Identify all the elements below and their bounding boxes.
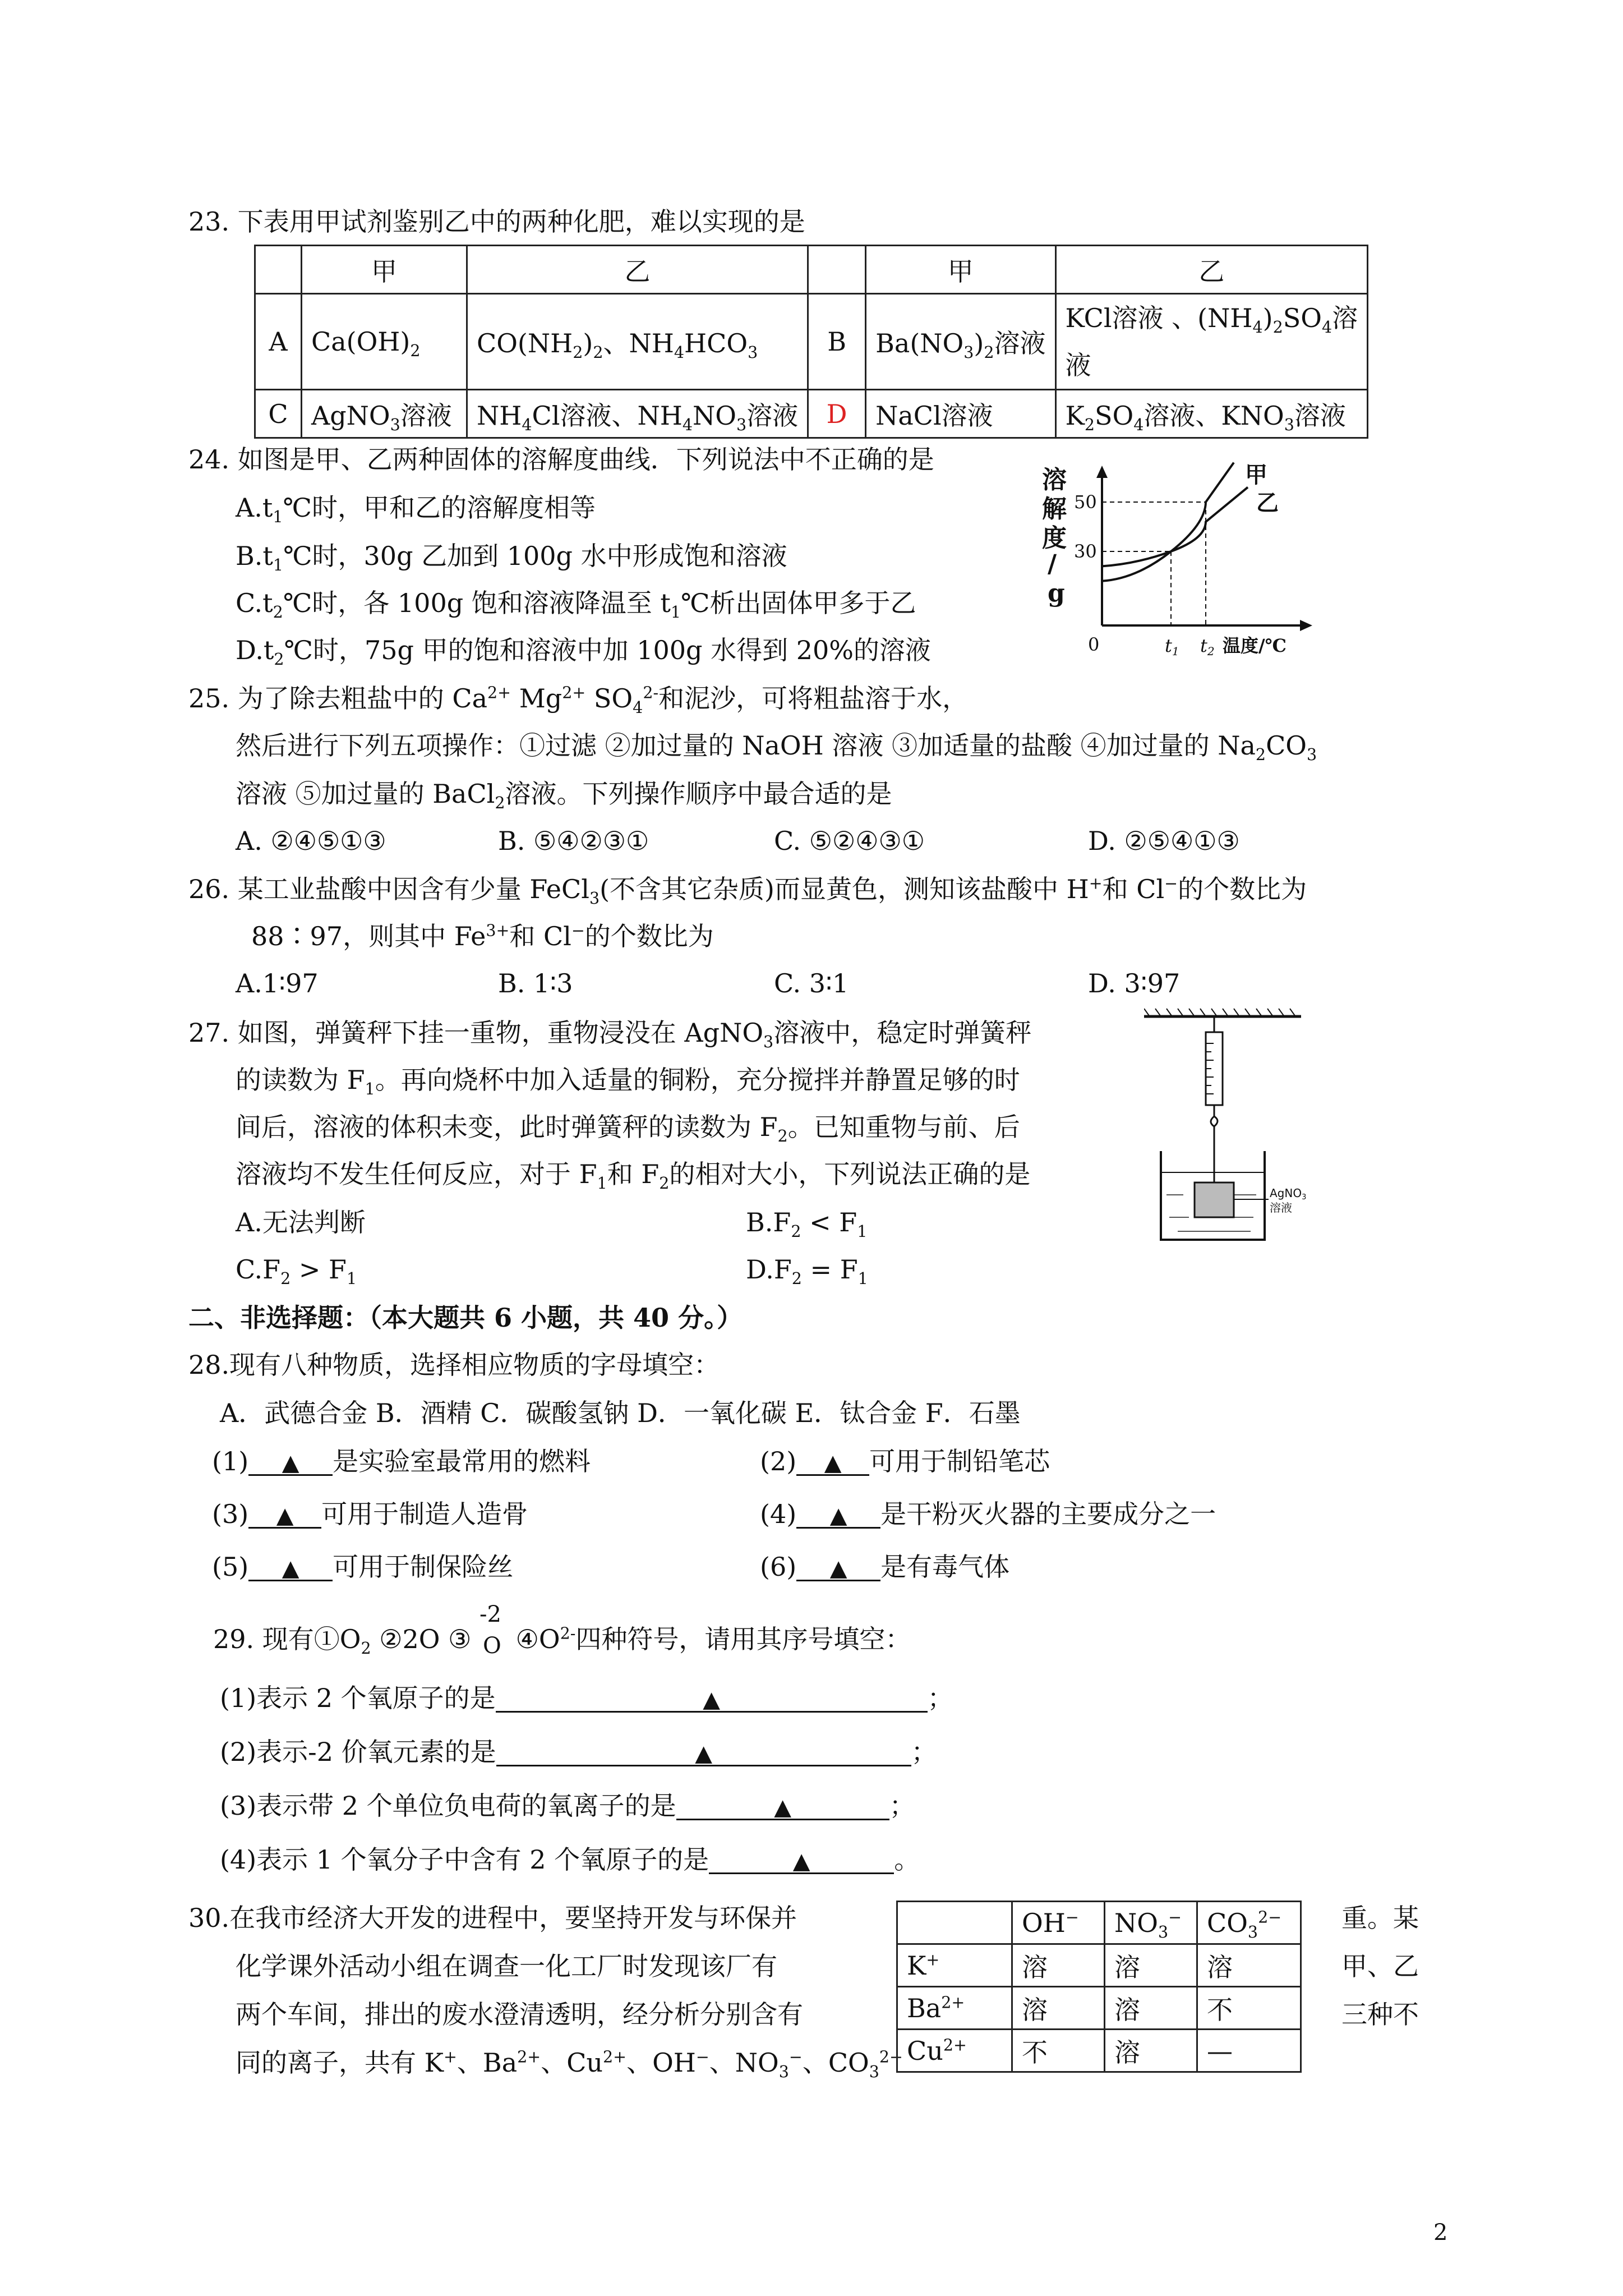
q27-option-a: A.无法判断	[236, 1207, 366, 1237]
q27-option-c: $C.F_2 > F_1$	[236, 1254, 357, 1289]
q27-line-4: 溶液均不发生任何反应，对于 $F_1$和 $F_2$的相对大小，下列说法正确的是	[236, 1159, 1031, 1193]
q23-stem: 23. 下表用甲试剂鉴别乙中的两种化肥，难以实现的是	[188, 206, 805, 237]
answer-blank[interactable]	[248, 1448, 333, 1476]
answer-blank[interactable]	[796, 1554, 880, 1581]
hook	[1211, 1116, 1218, 1126]
q30-line-1: 30.在我市经济大开发的进程中，要坚持开发与环保并	[188, 1903, 797, 1933]
q26-option-c: C. 3∶1	[774, 968, 849, 999]
q25-option-d: D. ②⑤④①③	[1088, 826, 1240, 856]
table-cell: A	[255, 294, 302, 390]
figure-label-agno3: AgNO$_3$	[1270, 1186, 1307, 1202]
q30-line-2: 化学课外活动小组在调查一化工厂时发现该厂有	[236, 1951, 777, 1981]
q27-option-b: $B.F_2 < F_1$	[746, 1207, 868, 1241]
q30-right-3: 三种不	[1341, 1999, 1419, 2030]
chart-series-yi	[1102, 487, 1248, 567]
triangle-icon: ▲	[824, 1450, 842, 1476]
triangle-icon: ▲	[829, 1556, 847, 1581]
triangle-icon: ▲	[276, 1503, 294, 1529]
q28-item-6: (6) ▲ 是有毒气体	[760, 1552, 1010, 1582]
q27-line-2: 的读数为 $F_1$。再向烧杯中加入适量的铜粉，充分搅拌并静置足够的时	[236, 1065, 1020, 1099]
table-header: $CO_3^{2-}$	[1197, 1902, 1301, 1944]
chart-ytick-label: 30	[1074, 541, 1097, 562]
table-cell	[897, 1902, 1012, 1944]
q24-option-a: $A.t_1℃$时，甲和乙的溶解度相等	[236, 493, 596, 527]
q25-option-c: C. ⑤②④③①	[774, 826, 925, 856]
table-header: 甲	[302, 246, 467, 294]
q30-line-4: 同的离子，共有 K+、$Ba^{2+}$、$Cu^{2+}$、OH−、$NO_3^-$、$CO_3^{2-}$	[236, 2047, 903, 2082]
answer-blank[interactable]	[248, 1501, 321, 1529]
answer-blank[interactable]	[248, 1554, 333, 1581]
table-cell: B	[808, 294, 866, 390]
table-cell: $Ba(NO_3)_2$溶液	[866, 294, 1055, 390]
chart-ylabel-char: 度	[1042, 524, 1067, 553]
table-cell: —	[1197, 2030, 1301, 2072]
q26-option-d: D. 3∶97	[1088, 968, 1181, 999]
q29-stem: 29. 现有$①O_2$ ②2O ③ -2 O $④O^{2-}$四种符号，请用其序号填空：	[213, 1602, 911, 1659]
chart-ylabel-char: /	[1048, 550, 1057, 578]
table-cell: C	[255, 390, 302, 438]
q27-line-3: 间后，溶液的体积未变，此时弹簧秤的读数为 $F_2$。已知重物与前、后	[236, 1112, 1020, 1146]
q28-stem: 28.现有八种物质，选择相应物质的字母填空：	[188, 1350, 720, 1380]
q23-table	[254, 245, 1368, 439]
answer-blank[interactable]	[796, 1448, 869, 1476]
table-cell: 溶	[1197, 1944, 1301, 1987]
q30-solubility-table	[896, 1901, 1302, 2073]
table-cell: KCl溶液 、$(NH_4)_2SO_4$溶 液	[1055, 294, 1368, 390]
table-header: 甲	[866, 246, 1055, 294]
table-cell	[808, 246, 866, 294]
chart-ylabel-char: g	[1048, 579, 1065, 608]
triangle-icon: ▲	[695, 1741, 712, 1766]
triangle-icon: ▲	[282, 1450, 299, 1476]
figure-label-solution: 溶液	[1270, 1201, 1292, 1214]
table-cell: 溶	[1012, 1944, 1105, 1987]
q29-item-1: (1)表示 2 个氧原子的是 ▲ ；	[220, 1683, 953, 1713]
table-cell: 不	[1197, 1987, 1301, 2030]
q29-item-4: (4)表示 1 个氧分子中含有 2 个氧原子的是 ▲ 。	[220, 1844, 920, 1875]
q28-item-4: (4) ▲ 是干粉灭火器的主要成分之一	[760, 1499, 1216, 1529]
q25-line-3: 溶液 ⑤加过量的 BaCl$_2$溶液。下列操作顺序中最合适的是	[236, 779, 892, 813]
table-cell: 溶	[1105, 2030, 1197, 2072]
q25-line-1: 25. 为了除去粗盐中的 $Ca^{2+}$ $Mg^{2+}$ $SO_4^{2-}$和泥沙，可将粗盐溶于水，	[188, 683, 969, 717]
table-cell: 溶	[1105, 1944, 1197, 1987]
q28-item-1: (1) ▲ 是实验室最常用的燃料	[212, 1446, 591, 1476]
page-number: 2	[1433, 2220, 1448, 2246]
q24-option-c: $C.t_2℃$时，各 100g 饱和溶液降温至 $t_1℃$析出固体甲多于乙	[236, 588, 916, 622]
q26-line-2: 88∶97，则其中 $Fe^{3+}$和 Cl−的个数比为	[251, 921, 714, 951]
table-cell	[255, 246, 302, 294]
triangle-icon: ▲	[774, 1795, 792, 1820]
table-cell: $NH_4Cl$溶液、$NH_4NO_3$溶液	[467, 390, 808, 438]
triangle-icon: ▲	[829, 1503, 847, 1529]
q30-line-3: 两个车间，排出的废水澄清透明，经分析分别含有	[236, 1999, 803, 2030]
answer-blank[interactable]	[496, 1739, 911, 1766]
table-cell: 不	[1012, 2030, 1105, 2072]
weight-object	[1195, 1182, 1234, 1217]
q29-item-2: (2)表示-2 价氧元素的是 ▲ ；	[220, 1737, 937, 1767]
table-cell: 溶	[1105, 1987, 1197, 2030]
q25-line-2: 然后进行下列五项操作：①过滤 ②加过量的 NaOH 溶液 ③加适量的盐酸 ④加过量的 $Na_2CO_3$	[236, 730, 1317, 765]
valence-symbol: -2 O	[479, 1602, 501, 1659]
triangle-icon: ▲	[792, 1848, 810, 1874]
answer-blank[interactable]	[676, 1793, 889, 1820]
table-cell: AgNO$_3$溶液	[302, 390, 467, 438]
table-header: 乙	[467, 246, 808, 294]
section-heading: 二、非选择题：（本大题共 6 小题，共 40 分。）	[188, 1303, 743, 1333]
chart-ylabel-char: 溶	[1042, 466, 1067, 494]
table-row-header: $Cu^{2+}$	[897, 2030, 1012, 2072]
table-row-header: $Ba^{2+}$	[897, 1987, 1012, 2030]
triangle-icon: ▲	[703, 1687, 721, 1713]
q24-stem: 24. 如图是甲、乙两种固体的溶解度曲线．下列说法中不正确的是	[188, 444, 934, 475]
q25-option-a: A. ②④⑤①③	[236, 826, 386, 856]
spring-scale-beaker-figure	[1144, 1004, 1312, 1251]
table-row-header: K+	[897, 1944, 1012, 1987]
table-header: $NO_3^-$	[1105, 1902, 1197, 1944]
table-cell: $CO(NH_2)_2$、$NH_4HCO_3$	[467, 294, 808, 390]
q28-item-5: (5) ▲ 可用于制保险丝	[212, 1552, 514, 1582]
triangle-icon: ▲	[282, 1556, 299, 1581]
q27-option-d: $D.F_2 = F_1$	[746, 1254, 868, 1289]
q28-options: A．武德合金 B．酒精 C．碳酸氢钠 D．一氧化碳 E．钛合金 F．石墨	[220, 1398, 1021, 1428]
q30-right-2: 甲、乙	[1341, 1951, 1419, 1981]
q26-option-b: B. 1∶3	[498, 968, 573, 999]
chart-y-arrow	[1096, 466, 1108, 478]
chart-legend-jia: 甲	[1245, 462, 1267, 488]
q29-item-3: (3)表示带 2 个单位负电荷的氧离子的是 ▲ ；	[220, 1791, 915, 1821]
table-header: 乙	[1055, 246, 1368, 294]
answer-mark: D	[808, 390, 866, 438]
q28-item-2: (2) ▲ 可用于制铅笔芯	[760, 1446, 1050, 1476]
chart-ylabel-char: 解	[1042, 495, 1067, 523]
table-cell: $Ca(OH)_2$	[302, 294, 467, 390]
chart-x-arrow	[1300, 620, 1312, 631]
q26-option-a: A.1∶97	[236, 968, 319, 999]
table-cell: 溶	[1012, 1987, 1105, 2030]
solubility-chart	[1032, 454, 1324, 662]
chart-legend-yi: 乙	[1256, 490, 1279, 516]
chart-xtick-label: t2	[1200, 635, 1215, 658]
q24-option-b: $B.t_1℃$时，30g 乙加到 100g 水中形成饱和溶液	[236, 541, 787, 575]
q24-option-d: $D.t_2℃$时，75g 甲的饱和溶液中加 100g 水得到 20%的溶液	[236, 635, 931, 669]
chart-ytick-label: 50	[1074, 491, 1097, 513]
q25-option-b: B. ⑤④②③①	[498, 826, 649, 856]
q30-right-1: 重。某	[1341, 1903, 1419, 1933]
q26-line-1: 26. 某工业盐酸中因含有少量 FeCl$_3$(不含其它杂质)而显黄色，测知该盐酸中 H+和 Cl−的个数比为	[188, 874, 1307, 908]
table-cell: NaCl溶液	[866, 390, 1055, 438]
table-cell: $K_2SO_4$溶液、$KNO_3$溶液	[1055, 390, 1368, 438]
table-header: OH−	[1012, 1902, 1105, 1944]
chart-origin-label: 0	[1088, 634, 1100, 655]
answer-blank[interactable]	[796, 1501, 880, 1529]
answer-blank[interactable]	[496, 1685, 928, 1713]
chart-xlabel: 温度/℃	[1223, 635, 1287, 656]
chart-xtick-label: t1	[1165, 635, 1179, 658]
q28-item-3: (3) ▲ 可用于制造人造骨	[212, 1499, 528, 1529]
answer-blank[interactable]	[709, 1847, 894, 1874]
q27-line-1: 27. 如图，弹簧秤下挂一重物，重物浸没在 AgNO$_3$溶液中，稳定时弹簧秤	[188, 1018, 1032, 1052]
